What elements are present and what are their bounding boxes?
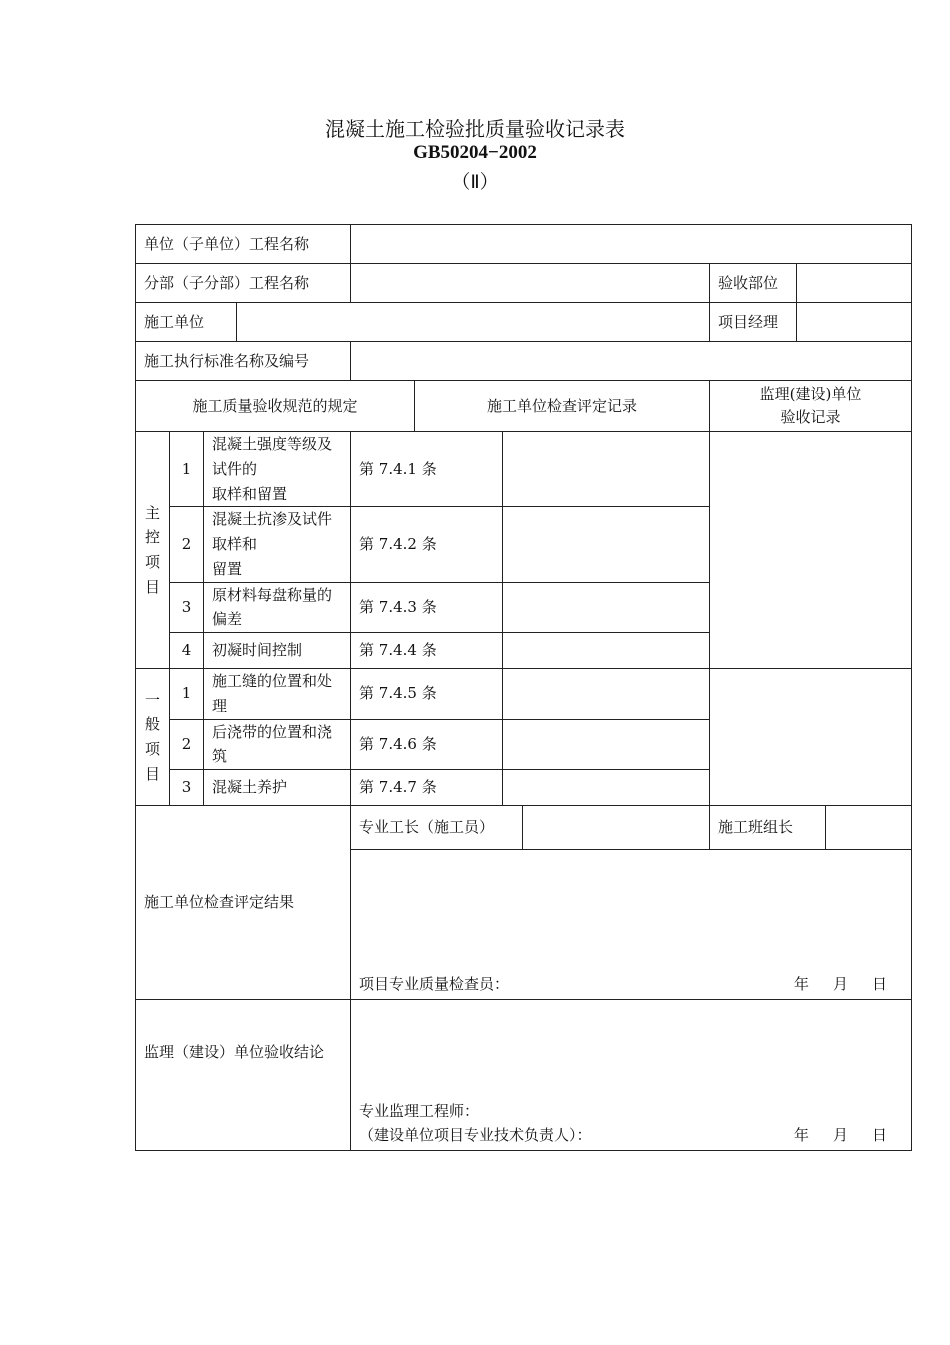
unit-project-name-value[interactable] bbox=[351, 225, 912, 264]
standard-name-label: 施工执行标准名称及编号 bbox=[136, 342, 351, 381]
item-clause: 第 7.4.3 条 bbox=[351, 582, 503, 633]
unit-project-name-label: 单位（子单位）工程名称 bbox=[136, 225, 351, 264]
form-title: 混凝土施工检验批质量验收记录表 bbox=[325, 117, 625, 141]
row-division-project bbox=[136, 264, 912, 303]
row-unit-project bbox=[136, 225, 912, 264]
item-number: 2 bbox=[170, 507, 204, 582]
standard-code: GB50204−2002 bbox=[413, 142, 537, 163]
row-construction-unit bbox=[136, 303, 912, 342]
supervising-engineer-label: 专业监理工程师： bbox=[359, 1101, 480, 1120]
check-record-header: 施工单位检查评定记录 bbox=[415, 381, 710, 432]
month-label: 月 bbox=[833, 975, 849, 994]
item-number: 3 bbox=[170, 770, 204, 806]
item-number: 4 bbox=[170, 633, 204, 669]
main-items-label: 主 控 项 目 bbox=[136, 432, 170, 669]
item-clause: 第 7.4.2 条 bbox=[351, 507, 503, 582]
supervisor-header-line1: 监理(建设)单位 bbox=[759, 384, 862, 403]
row-standard bbox=[136, 342, 912, 381]
item-clause: 第 7.4.4 条 bbox=[351, 633, 503, 669]
day-label: 日 bbox=[872, 1126, 888, 1145]
owner-representative-label: （建设单位项目专业技术负责人）： bbox=[359, 1126, 592, 1145]
item-description: 初凝时间控制 bbox=[204, 633, 351, 669]
item-check-record[interactable] bbox=[503, 719, 710, 770]
item-description: 混凝土强度等级及试件的 取样和留置 bbox=[204, 432, 351, 507]
conclusion-body[interactable] bbox=[351, 1000, 912, 1151]
division-project-name-label: 分部（子分部）工程名称 bbox=[136, 264, 351, 303]
quality-inspector-label: 项目专业质量检查员： bbox=[359, 975, 510, 994]
year-label: 年 bbox=[794, 975, 810, 994]
day-label: 日 bbox=[872, 975, 888, 994]
conclusion-date bbox=[770, 1123, 903, 1148]
item-check-record[interactable] bbox=[503, 770, 710, 806]
foreman-label: 专业工长（施工员） bbox=[351, 806, 523, 850]
item-description: 原材料每盘称量的偏差 bbox=[204, 582, 351, 633]
project-manager-value[interactable] bbox=[797, 303, 912, 342]
team-leader-label: 施工班组长 bbox=[710, 806, 826, 850]
standard-name-value[interactable] bbox=[351, 342, 912, 381]
spec-header: 施工质量验收规范的规定 bbox=[136, 381, 415, 432]
item-description: 混凝土养护 bbox=[204, 770, 351, 806]
construction-unit-value[interactable] bbox=[237, 303, 710, 342]
item-number: 2 bbox=[170, 719, 204, 770]
acceptance-part-value[interactable] bbox=[797, 264, 912, 303]
foreman-value[interactable] bbox=[523, 806, 710, 850]
form-part: （Ⅱ） bbox=[451, 171, 499, 193]
item-clause: 第 7.4.1 条 bbox=[351, 432, 503, 507]
item-check-record[interactable] bbox=[503, 582, 710, 633]
item-number: 1 bbox=[170, 669, 204, 720]
month-label: 月 bbox=[833, 1126, 849, 1145]
check-result-date bbox=[770, 972, 903, 997]
item-check-record[interactable] bbox=[503, 669, 710, 720]
row-conclusion bbox=[136, 1000, 912, 1151]
construction-unit-label: 施工单位 bbox=[136, 303, 237, 342]
item-number: 3 bbox=[170, 582, 204, 633]
item-clause: 第 7.4.5 条 bbox=[351, 669, 503, 720]
item-check-record[interactable] bbox=[503, 507, 710, 582]
row-foreman bbox=[136, 806, 912, 850]
supervisor-record-header bbox=[710, 381, 912, 432]
item-description: 后浇带的位置和浇筑 bbox=[204, 719, 351, 770]
general-items-supervisor-record[interactable] bbox=[710, 669, 912, 806]
item-clause: 第 7.4.7 条 bbox=[351, 770, 503, 806]
item-number: 1 bbox=[170, 432, 204, 507]
acceptance-part-label: 验收部位 bbox=[710, 264, 797, 303]
item-clause: 第 7.4.6 条 bbox=[351, 719, 503, 770]
supervisor-header-line2: 验收记录 bbox=[780, 408, 841, 426]
check-result-body[interactable] bbox=[351, 850, 912, 1000]
row-column-headers bbox=[136, 381, 912, 432]
check-result-label: 施工单位检查评定结果 bbox=[136, 806, 351, 1000]
main-item-row bbox=[136, 432, 912, 507]
division-project-name-value[interactable] bbox=[351, 264, 710, 303]
item-description: 施工缝的位置和处理 bbox=[204, 669, 351, 720]
acceptance-record-table bbox=[135, 224, 912, 1151]
team-leader-value[interactable] bbox=[826, 806, 912, 850]
item-check-record[interactable] bbox=[503, 432, 710, 507]
general-item-row bbox=[136, 669, 912, 720]
general-items-label: 一 般 项 目 bbox=[136, 669, 170, 806]
item-description: 混凝土抗渗及试件取样和 留置 bbox=[204, 507, 351, 582]
main-items-supervisor-record[interactable] bbox=[710, 432, 912, 669]
project-manager-label: 项目经理 bbox=[710, 303, 797, 342]
conclusion-label: 监理（建设）单位验收结论 bbox=[136, 1000, 351, 1151]
year-label: 年 bbox=[794, 1126, 810, 1145]
item-check-record[interactable] bbox=[503, 633, 710, 669]
